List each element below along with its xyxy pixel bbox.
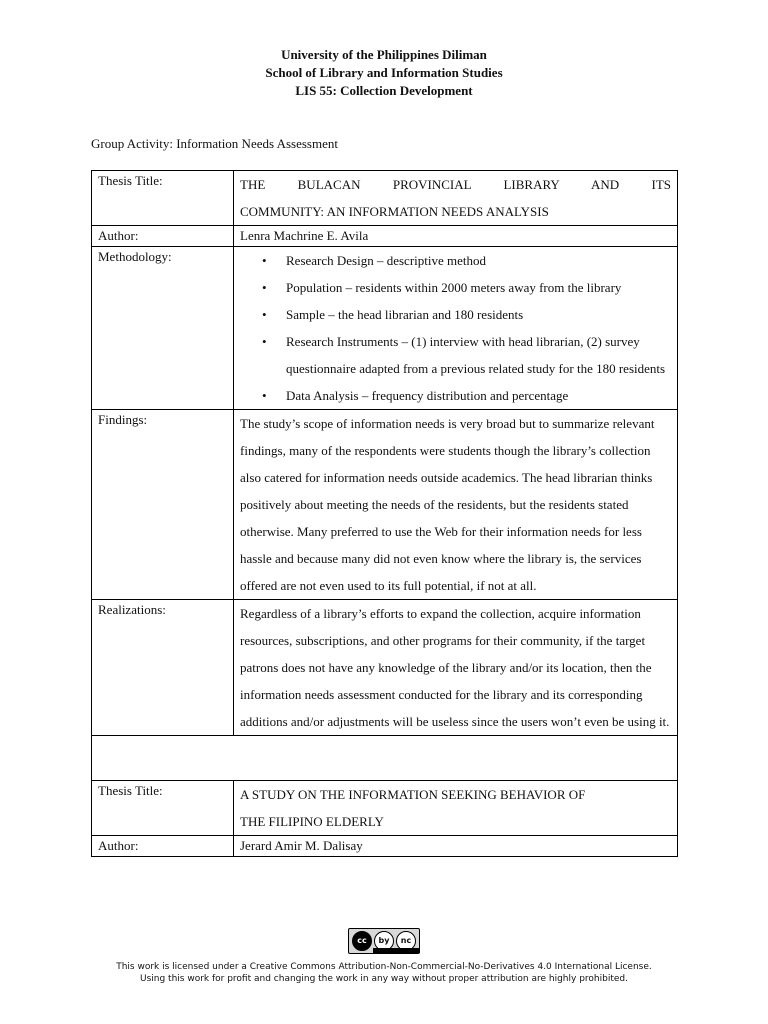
- list-item: • Research Design – descriptive method: [286, 247, 671, 274]
- university-name: University of the Philippines Diliman: [281, 47, 487, 62]
- creative-commons-badge-icon[interactable]: [348, 928, 420, 954]
- document-header: [0, 46, 768, 100]
- course-title: LIS 55: Collection Development: [295, 83, 473, 98]
- author-value: Lenra Machrine E. Avila: [234, 226, 678, 247]
- license-text-line1: This work is licensed under a Creative Commons Attribution-Non-Commercial-No-Derivatives 4.0 International License.: [116, 962, 652, 972]
- cc-icon: cc: [352, 931, 372, 951]
- author-label: Author:: [92, 836, 234, 857]
- table-row: [92, 781, 678, 836]
- methodology-label: Methodology:: [92, 247, 234, 410]
- list-item: • Population – residents within 2000 meters away from the library: [286, 274, 671, 301]
- thesis-title-value: [234, 171, 678, 226]
- blank-row: [92, 736, 678, 781]
- realizations-label: Realizations:: [92, 600, 234, 736]
- list-item: • Research Instruments – (1) interview with head librarian, (2) survey questionnaire adapted from a previous related study for the 180 residents: [286, 328, 671, 382]
- thesis-title-line: THE FILIPINO ELDERLY: [240, 814, 384, 829]
- table-row: [92, 171, 678, 226]
- findings-value: The study’s scope of information needs is very broad but to summarize relevant findings, many of the respondents were students though the library’s collection also catered for information needs outside academics. The head librarian thinks positively about meeting the needs of the residents, but the residents stated otherwise. Many preferred to use the Web for their information needs for less hassle and because many did not even know where the library is, the services offered are not even used to its full potential, if not at all.: [234, 410, 678, 600]
- thesis-title-line: A STUDY ON THE INFORMATION SEEKING BEHAVIOR OF: [240, 787, 586, 802]
- thesis-title-line: COMMUNITY: AN INFORMATION NEEDS ANALYSIS: [240, 204, 549, 219]
- table-row: [92, 600, 678, 736]
- list-item: • Data Analysis – frequency distribution and percentage: [286, 382, 671, 409]
- thesis-title-value: [234, 781, 678, 836]
- non-commercial-icon: nc: [396, 931, 416, 951]
- attribution-icon: by: [374, 931, 394, 951]
- table-row: [92, 247, 678, 410]
- thesis-title-label: Thesis Title:: [92, 171, 234, 226]
- realizations-value: Regardless of a library’s efforts to expand the collection, acquire information resources, subscriptions, and other programs for their community, if the target patrons does not have any knowledge of the library and/or its location, then the information needs assessment conducted for the library and its corresponding additions and/or adjustments will be useless since the users won’t even be using it.: [234, 600, 678, 736]
- table-row: [92, 836, 678, 857]
- list-item: • Sample – the head librarian and 180 residents: [286, 301, 671, 328]
- thesis-title-label: Thesis Title:: [92, 781, 234, 836]
- blank-cell: [92, 736, 678, 781]
- author-label: Author:: [92, 226, 234, 247]
- table-row: [92, 410, 678, 600]
- thesis-table: [91, 170, 678, 857]
- thesis-title-line: THE BULACAN PROVINCIAL LIBRARY AND ITS: [240, 177, 671, 192]
- author-value: Jerard Amir M. Dalisay: [234, 836, 678, 857]
- activity-title: Group Activity: Information Needs Assessment: [91, 136, 338, 151]
- table-row: [92, 226, 678, 247]
- license-footer: [0, 928, 768, 985]
- findings-label: Findings:: [92, 410, 234, 600]
- school-name: School of Library and Information Studies: [265, 65, 503, 80]
- methodology-list: [240, 247, 671, 409]
- methodology-value: [234, 247, 678, 410]
- badge-strip: [373, 948, 419, 953]
- license-text-line2: Using this work for profit and changing the work in any way without proper attribution are highly prohibited.: [140, 974, 628, 984]
